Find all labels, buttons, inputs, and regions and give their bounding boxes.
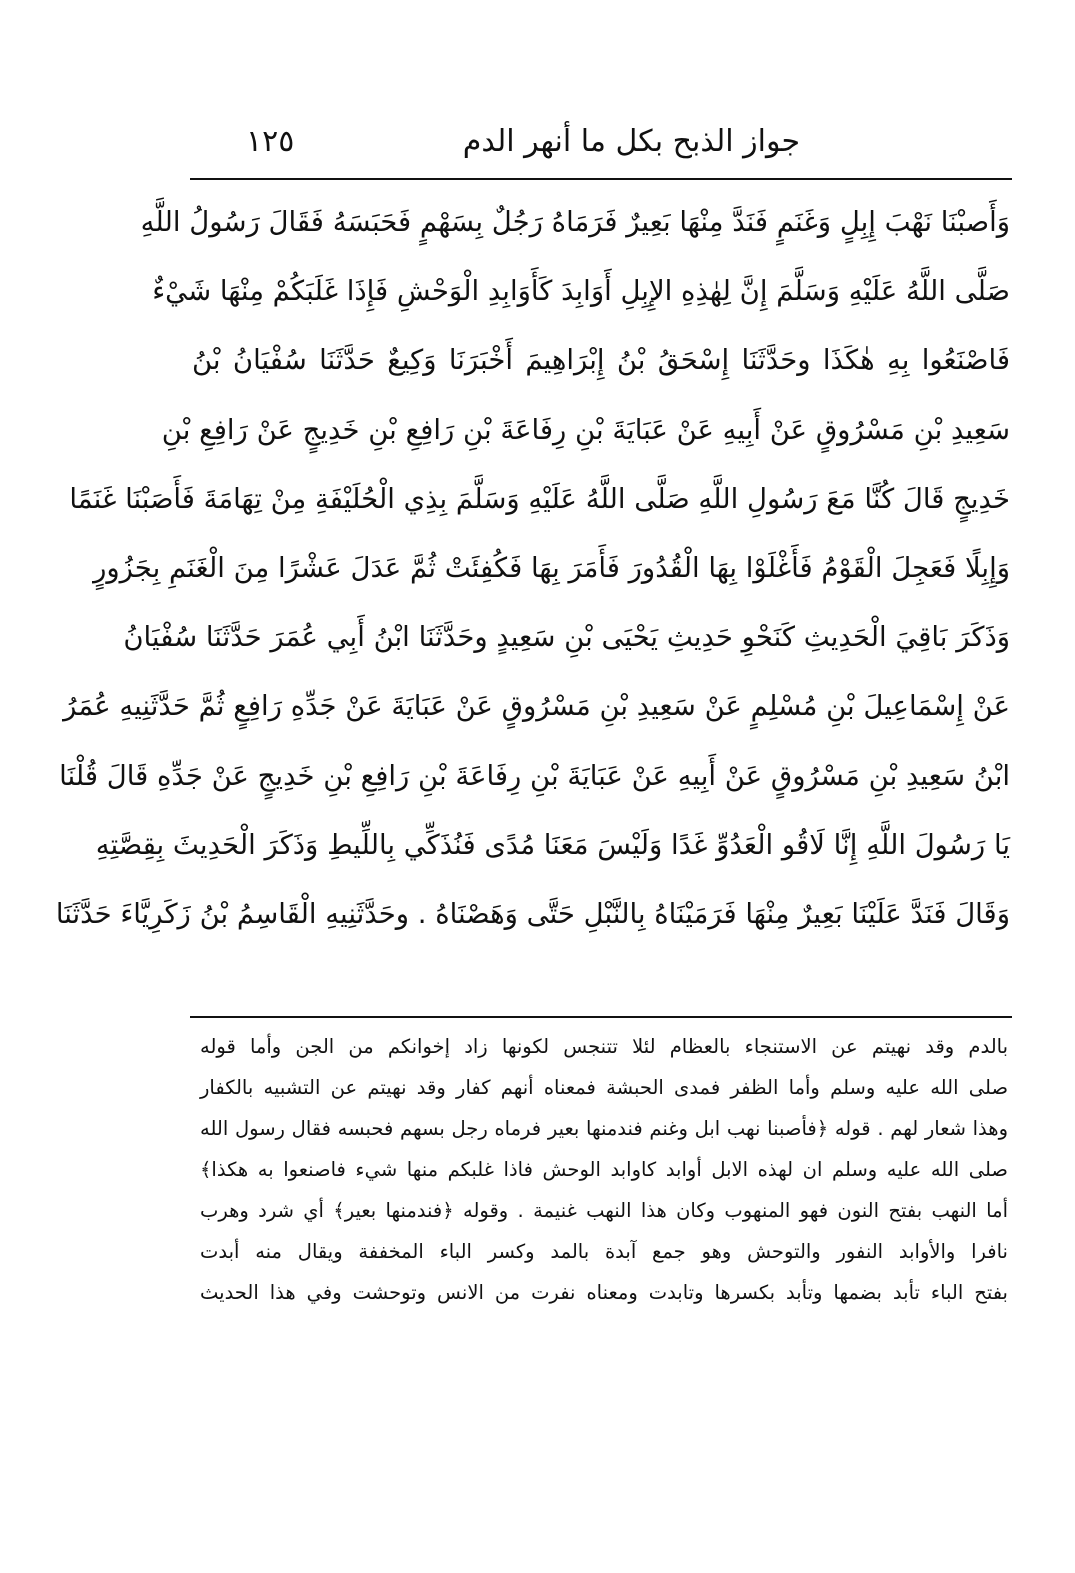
commentary-line: صلى الله عليه وسلم ان لهذه الابل أوابد كاوابد الوحش فاذا غلبكم منها شيء فاصنعوا به هكذا﴾ xyxy=(200,1158,1008,1181)
commentary-line: صلى الله عليه وسلم وأما الظفر فمدى الحبشة فمعناه أنهم كفار وقد نهيتم عن التشبيه بالكفار xyxy=(200,1076,1008,1099)
page-number: ١٢٥ xyxy=(246,124,295,159)
running-title: جواز الذبح بكل ما أنهر الدم xyxy=(462,124,800,159)
header-rule xyxy=(190,178,1012,180)
page-header xyxy=(190,118,1010,166)
commentary-divider xyxy=(190,1016,1012,1018)
commentary-line: بالدم وقد نهيتم عن الاستنجاء بالعظام لئلا تتنجس لكونها زاد إخوانكم من الجن وأما قوله xyxy=(200,1035,1008,1058)
hadith-text xyxy=(55,188,1010,949)
text-line: وَأَصبْنَا نَهْبَ إِبِلٍ وَغَنَمٍ فَنَدَّ مِنْهَا بَعِيرٌ فَرَمَاهُ رَجُلٌ بِسَهْمٍ فَحَبَسَهُ فَقَالَ رَسُولُ اللَّهِ xyxy=(140,206,1010,238)
text-line: صَلَّى اللَّهُ عَلَيْهِ وَسَلَّمَ إِنَّ لِهٰذِهِ الإِبِلِ أَوَابِدَ كَأَوَابِدِ الْوَحْشِ فَإِذَا غَلَبَكُمْ مِنْهَا شَيْءٌ xyxy=(152,275,1010,308)
text-line: فَاصْنَعُوا بِهِ هٰكَذَا وحَدَّثَنَا إِسْحَقُ بْنُ إِبْرَاهِيمَ أَخْبَرَنَا وَكِيعٌ حَدَّثَنَا سُفْيَانُ بْنُ xyxy=(192,344,1010,377)
text-line: يَا رَسُولَ اللَّهِ إِنَّا لَاقُو الْعَدُوِّ غَدًا وَلَيْسَ مَعَنَا مُدًى فَنُذَكِّي بِاللِّيطِ وَذَكَرَ الْحَدِيثَ بِقِصَّتِهِ xyxy=(95,828,1010,861)
commentary-line: بفتح الباء تأبد بضمها وتأبد بكسرها وتابدت ومعناه نفرت من الانس وتوحشت وفي هذا الحديث xyxy=(200,1281,1008,1304)
commentary-line: نافرا والأوابد النفور والتوحش وهو جمع آبدة بالمد وكسر الباء المخففة ويقال منه أبدت xyxy=(200,1240,1008,1263)
text-line: وَإِبِلًا فَعَجِلَ الْقَوْمُ فَأَغْلَوْا بِهَا الْقُدُورَ فَأَمَرَ بِهَا فَكُفِئَتْ ثُمَّ عَدَلَ عَشْرًا مِنَ الْغَنَمِ بِجَزُورٍ xyxy=(93,551,1010,584)
commentary-text xyxy=(200,1026,1008,1313)
commentary-line: أما النهب بفتح النون فهو المنهوب وكان هذا النهب غنيمة . وقوله ﴿فندمنها بعير﴾ أي شرد وهرب xyxy=(200,1199,1008,1222)
text-line: سَعِيدِ بْنِ مَسْرُوقٍ عَنْ أَبِيهِ عَنْ عَبَايَةَ بْنِ رِفَاعَةَ بْنِ رَافِعِ بْنِ خَدِيجٍ عَنْ رَافِعِ بْنِ xyxy=(161,413,1010,446)
commentary-line: وهذا شعار لهم . قوله ﴿فأصبنا نهب ابل وغنم فندمنها بعير فرماه رجل بسهم فحبسه فقال رسول الله xyxy=(200,1117,1008,1140)
text-line: ابْنُ سَعِيدِ بْنِ مَسْرُوقٍ عَنْ أَبِيهِ عَنْ عَبَايَةَ بْنِ رِفَاعَةَ بْنِ رَافِعِ بْنِ خَدِيجٍ عَنْ جَدِّهِ قَالَ قُلْنَا xyxy=(59,759,1010,792)
text-line: خَدِيجٍ قَالَ كُنَّا مَعَ رَسُولِ اللَّهِ صَلَّى اللَّهُ عَلَيْهِ وَسَلَّمَ بِذِي الْحُلَيْفَةِ مِنْ تِهَامَةَ فَأَصَبْنَا غَنَمًا xyxy=(69,482,1010,515)
text-line: وَذَكَرَ بَاقِيَ الْحَدِيثِ كَنَحْوِ حَدِيثِ يَحْيَى بْنِ سَعِيدٍ وحَدَّثَنَا ابْنُ أَبِي عُمَرَ حَدَّثَنَا سُفْيَانُ xyxy=(123,621,1010,654)
text-line: عَنْ إِسْمَاعِيلَ بْنِ مُسْلِمٍ عَنْ سَعِيدِ بْنِ مَسْرُوقٍ عَنْ عَبَايَةَ عَنْ جَدِّهِ رَافِعٍ ثُمَّ حَدَّثَنِيهِ عُمَرُ xyxy=(63,690,1010,723)
text-line: وَقَالَ فَنَدَّ عَلَيْنَا بَعِيرٌ مِنْهَا فَرَمَيْنَاهُ بِالنَّبْلِ حَتَّى وَهَصْنَاهُ . وحَدَّثَنِيهِ الْقَاسِمُ بْنُ زَكَرِيَّاءَ حَدَّثَنَا xyxy=(55,897,1010,930)
